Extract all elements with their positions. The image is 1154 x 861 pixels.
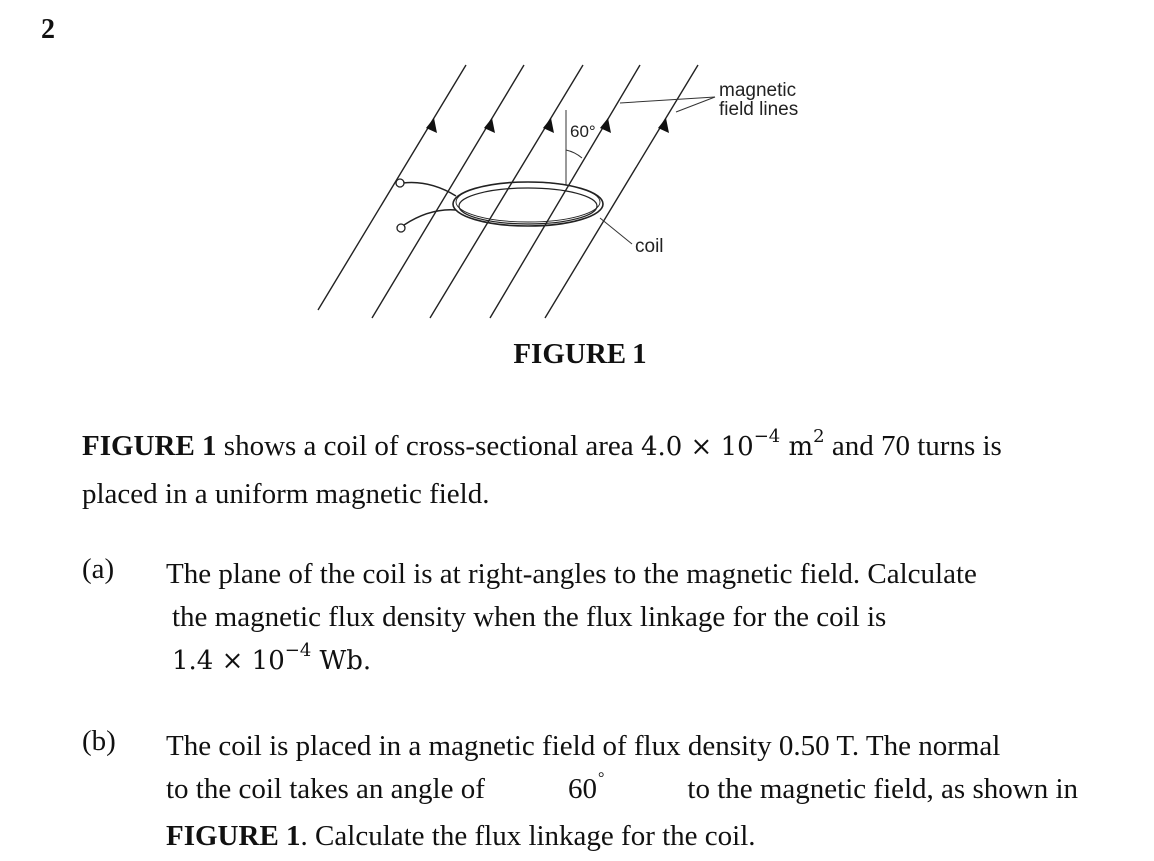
part-b-line2 [166,768,1078,815]
intro-paragraph [82,424,1082,516]
figure-caption [0,338,1154,371]
flux-unit: Wb. [311,646,372,676]
intro-text1: shows a coil of cross-sectional area [216,430,641,462]
leader-lines [600,97,715,244]
part-a-line2: the magnetic flux density when the flux linkage for the coil is [172,601,887,633]
part-b-label: (b) [82,725,116,757]
flux-exponent: −4 [284,640,312,661]
part-b-figure-ref: FIGURE 1 [166,820,301,852]
angle-label: 60° [570,122,596,141]
figure-drawing [300,55,840,330]
part-a-label: (a) [82,553,115,585]
part-a-line1: The plane of the coil is at right-angles to the magnetic field. Calculate [166,558,977,590]
arrowhead-5 [658,118,669,133]
arrowhead-1 [426,118,437,133]
question-number: 2 [41,14,55,45]
caption-word: FIGURE [513,338,627,370]
area-unit: m [780,432,814,462]
area-value: 4.0 × 10 [640,432,754,462]
intro-text2: and 70 turns is placed in a uniform magnetic field. [82,430,1002,510]
field-line-3 [430,65,583,318]
area-exponent: −4 [753,426,781,447]
field-lines [318,65,698,318]
coil-shape [403,182,603,226]
part-b-line2b: to the magnetic field, as shown in [687,773,1078,805]
part-b-line3-text: . Calculate the flux linkage for the coil. [300,820,756,852]
angle-arc [566,150,582,158]
field-label-line1: magnetic [719,80,797,101]
field-line-4 [490,65,640,318]
field-label-line2: field lines [719,99,799,120]
area-unit-exponent: 2 [813,426,825,447]
arrowhead-2 [484,118,495,133]
arrowhead-3 [543,118,554,133]
field-arrows [426,118,669,133]
part-b-line1: The coil is placed in a magnetic field of flux density 0.50 T. The normal [166,730,1001,762]
intro-figure-ref: FIGURE 1 [82,430,217,462]
part-a-text [166,553,1078,685]
coil-field-figure [300,55,840,330]
caption-number: 1 [632,338,647,370]
part-b-line2a: to the coil takes an angle of [166,773,485,805]
flux-value: 1.4 × 10 [172,646,285,676]
coil-label: coil [635,236,664,257]
part-b-text [166,725,1078,858]
angle-value: 60° [567,770,605,805]
part-b-line3 [166,815,1078,858]
part-a-line3 [166,639,1078,685]
field-line-1 [318,65,466,310]
